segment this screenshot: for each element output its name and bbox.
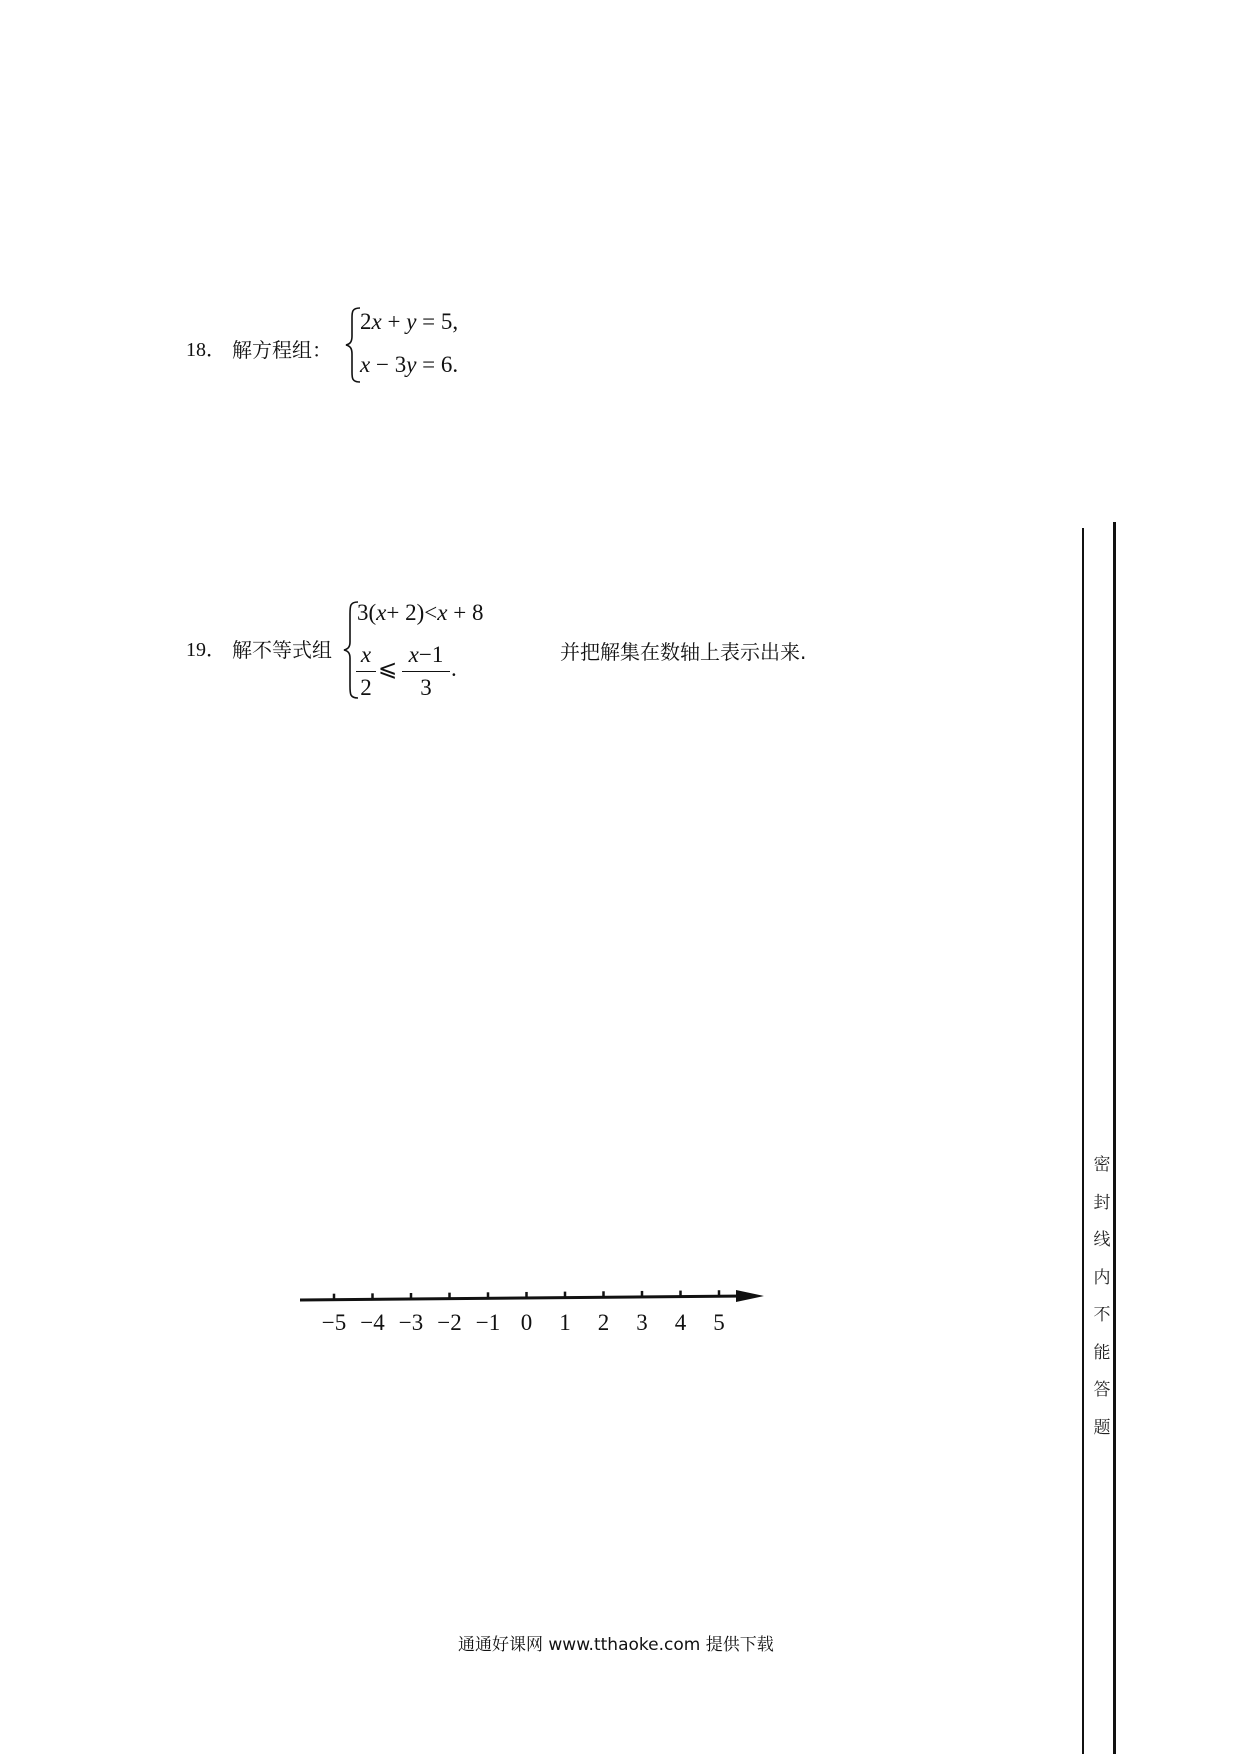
seal-char: 不 (1093, 1305, 1111, 1325)
question-19-number: 19． (186, 639, 226, 661)
number-line-tick-label: 2 (597, 1310, 610, 1335)
seal-char: 内 (1093, 1267, 1111, 1288)
seal-char: 线 (1093, 1230, 1111, 1250)
number-line-tick-label: −1 (475, 1310, 501, 1335)
seal-char: 题 (1093, 1417, 1111, 1438)
question-18-prompt: 解方程组： (232, 338, 332, 362)
number-line-tick-label: 3 (636, 1310, 648, 1335)
number-line-tick-label: 1 (559, 1310, 571, 1335)
seal-char: 封 (1093, 1192, 1111, 1213)
inequality-2-end: . (451, 656, 457, 681)
number-line-tick-label: −4 (360, 1310, 385, 1335)
number-line-tick-label: −5 (321, 1310, 347, 1335)
binding-line-outer (1082, 528, 1084, 1754)
question-19-prompt: 解不等式组 (232, 638, 332, 662)
number-line-tick-label: −2 (437, 1310, 462, 1335)
number-line-tick-label: −3 (398, 1310, 424, 1335)
question-19-instruction: 并把解集在数轴上表示出来. (560, 640, 807, 664)
inequality-1: 3(x+ 2)<x + 8 (357, 600, 484, 625)
number-line-axis (300, 1296, 746, 1300)
binding-line-inner (1113, 522, 1116, 1754)
seal-char: 能 (1093, 1342, 1111, 1363)
number-line-tick-label: 0 (520, 1310, 533, 1335)
footer-text: 通通好课网 www.tthaoke.com 提供下载 (458, 1635, 774, 1655)
equation-1: 2x + y = 5, (360, 309, 459, 334)
number-line-arrow (736, 1290, 764, 1302)
seal-char: 密 (1093, 1155, 1111, 1175)
number-line-tick-label: 5 (713, 1310, 725, 1335)
seal-char: 答 (1093, 1380, 1111, 1400)
number-line (298, 1286, 768, 1310)
question-18-number: 18． (186, 339, 226, 361)
equation-2: x − 3y = 6. (360, 352, 459, 377)
seal-text (1090, 1150, 1114, 1450)
number-line-tick-label: 4 (674, 1310, 687, 1335)
less-equal-sign: ⩽ (378, 656, 398, 681)
